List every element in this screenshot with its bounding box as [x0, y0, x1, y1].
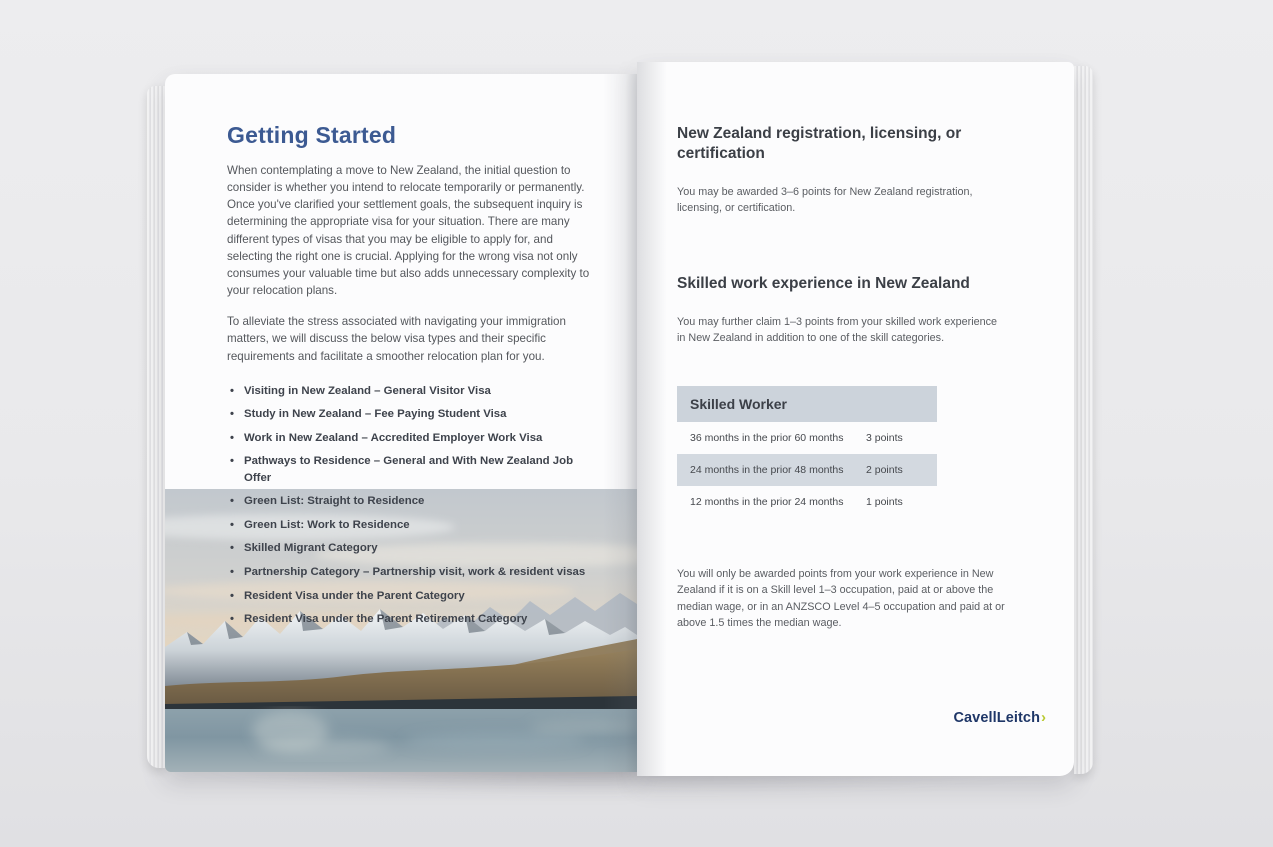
left-page-content [227, 122, 593, 635]
table-row [677, 486, 937, 518]
chevron-right-icon: › [1041, 710, 1046, 726]
right-page-content [677, 124, 1007, 631]
table-header: Skilled Worker [677, 386, 937, 422]
skilled-worker-table [677, 386, 937, 518]
registration-paragraph: You may be awarded 3–6 points for New Zealand registration, licensing, or certification. [677, 186, 973, 215]
page-title: Getting Started [227, 122, 397, 148]
visa-list-item: • Pathways to Residence – General and With New Zealand Job Offer [227, 453, 593, 486]
visa-list-item: • Visiting in New Zealand – General Visitor Visa [227, 383, 593, 400]
visa-list [227, 383, 593, 628]
row-label: 36 months in the prior 60 months [690, 432, 844, 445]
visa-list-item: • Resident Visa under the Parent Retirement Category [227, 611, 593, 628]
row-points: 1 points [866, 496, 903, 509]
table-row [677, 422, 937, 454]
note-paragraph: You will only be awarded points from your work experience in New Zealand if it is on a Skill level 1–3 occupation, paid at or above the median wage, or in an ANZSCO Level 4–5 occupation and paid at or above 1.5 times the median wage. [677, 568, 1005, 629]
row-points: 3 points [866, 432, 903, 445]
visa-list-item: • Study in New Zealand – Fee Paying Student Visa [227, 406, 593, 423]
brand-logo [953, 710, 1046, 726]
right-page [637, 62, 1074, 776]
row-label: 24 months in the prior 48 months [690, 464, 844, 477]
page-stack-edge-right [1074, 66, 1093, 774]
intro-paragraph: When contemplating a move to New Zealand, the initial question to consider is whether you intend to relocate temporarily or permanently. Once you've clarified your settlement goals, the subsequent inquiry is determining the appropriate visa for your situation. There are many different types of visas that you may be eligible to apply for, and selecting the right one is crucial. Applying for the wrong visa not only consumes your valuable time but also adds unnecessary complexity to your relocation plans. [227, 164, 590, 298]
visa-list-item: • Work in New Zealand – Accredited Employer Work Visa [227, 430, 593, 447]
work-experience-paragraph: You may further claim 1–3 points from your skilled work experience in New Zealand in addition to one of the skill categories. [677, 315, 998, 344]
section-heading-work-experience: Skilled work experience in New Zealand [677, 274, 970, 292]
visa-list-item: • Skilled Migrant Category [227, 540, 593, 557]
left-page [165, 74, 637, 772]
row-points: 2 points [866, 464, 903, 477]
visa-list-item: • Resident Visa under the Parent Category [227, 588, 593, 605]
table-row [677, 454, 937, 486]
visa-list-item: • Green List: Work to Residence [227, 517, 593, 534]
section-heading-registration: New Zealand registration, licensing, or certification [677, 125, 962, 163]
visa-list-item: • Green List: Straight to Residence [227, 493, 593, 510]
overview-paragraph: To alleviate the stress associated with navigating your immigration matters, we will discuss the below visa types and their specific requirements and facilitate a smoother relocation plan for you. [227, 315, 566, 363]
brand-logo-text: CavellLeitch [953, 710, 1041, 726]
row-label: 12 months in the prior 24 months [690, 496, 844, 509]
page-stack-edge-left [147, 86, 165, 768]
visa-list-item: • Partnership Category – Partnership visit, work & resident visas [227, 564, 593, 581]
